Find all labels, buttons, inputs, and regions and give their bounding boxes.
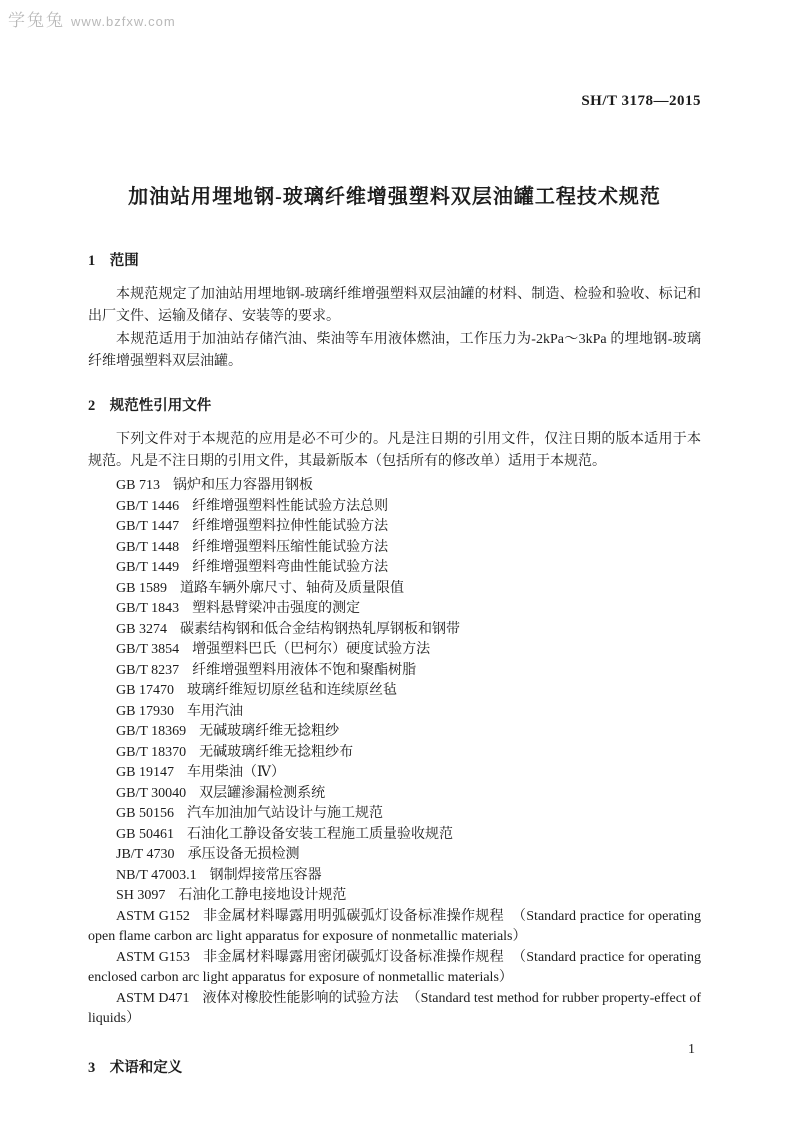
reference-item: [88, 620, 701, 641]
reference-code: GB 19147: [116, 765, 174, 780]
reference-title: 纤维增强塑料性能试验方法总则: [192, 498, 389, 514]
reference-item: [88, 579, 701, 600]
reference-item: [88, 599, 701, 620]
reference-item: [88, 907, 701, 948]
reference-title: 石油化工静电接地设计规范: [178, 888, 347, 903]
reference-item: [88, 640, 701, 661]
reference-item: [88, 825, 701, 846]
reference-title: 液体对橡胶性能影响的试验方法: [202, 990, 399, 1006]
reference-code: GB/T 1447: [116, 519, 180, 534]
reference-item: [88, 558, 701, 579]
reference-code: JB/T 4730: [116, 847, 175, 862]
reference-item: [88, 886, 701, 907]
reference-code: GB 17930: [116, 703, 174, 719]
reference-code: ASTM G153: [116, 949, 190, 965]
reference-item: [88, 763, 701, 784]
reference-item: [88, 661, 701, 682]
paragraph-scope-2: 本规范适用于加油站存储汽油、柴油等车用液体燃油，工作压力为-2kPa～3kPa 的埋地钢-玻璃纤维增强塑料双层油罐。: [88, 332, 701, 369]
reference-title: 增强塑料巴氏（巴柯尔）硬度试验方法: [192, 642, 431, 657]
reference-item: [88, 517, 701, 538]
reference-code: GB 3274: [116, 621, 167, 637]
reference-code: GB 50461: [116, 826, 174, 842]
reference-title: 承压设备无损检测: [187, 847, 300, 862]
reference-code: GB 17470: [116, 683, 174, 698]
section-heading-scope: 1 范围: [88, 253, 139, 269]
reference-code: NB/T 47003.1: [116, 867, 197, 883]
reference-title: 石油化工静设备安装工程施工质量验收规范: [186, 826, 453, 842]
reference-english-title: （Standard practice for operating open flame carbon arc light apparatus for exposure of nonmetallic materials）: [88, 908, 702, 944]
paragraph-normative-intro: 下列文件对于本规范的应用是必不可少的。凡是注日期的引用文件，仅注日期的版本适用于本规范。凡是不注日期的引用文件，其最新版本（包括所有的修改单）适用于本规范。: [88, 432, 701, 469]
reference-title: 无碱玻璃纤维无捻粗纱布: [199, 744, 354, 760]
reference-item: [88, 538, 701, 559]
reference-english-title: （Standard practice for operating enclosed carbon arc light apparatus for exposure of nonmetallic materials）: [88, 949, 702, 985]
reference-title: 纤维增强塑料弯曲性能试验方法: [192, 560, 389, 575]
reference-code: GB/T 18370: [116, 744, 187, 760]
reference-title: 纤维增强塑料用液体不饱和聚酯树脂: [192, 662, 417, 678]
reference-code: GB/T 30040: [116, 785, 187, 801]
reference-title: 车用汽油: [186, 703, 243, 719]
reference-code: GB/T 3854: [116, 642, 180, 657]
reference-code: SH 3097: [116, 888, 166, 903]
reference-item: [88, 476, 701, 497]
reference-code: GB/T 1446: [116, 498, 180, 514]
reference-item: [88, 866, 701, 887]
reference-item: [88, 948, 701, 989]
reference-title: 锅炉和压力容器用钢板: [172, 478, 313, 493]
reference-title: 道路车辆外廓尺寸、轴荷及质量限值: [179, 580, 404, 596]
reference-code: GB/T 1449: [116, 560, 180, 575]
references-list: [88, 476, 701, 1030]
watermark-site-url: www.bzfxw.com: [71, 14, 176, 29]
doc-number: SH/T 3178—2015: [581, 93, 701, 109]
reference-title: 车用柴油（Ⅳ）: [186, 765, 285, 780]
reference-code: GB 713: [116, 478, 160, 493]
reference-item: [88, 845, 701, 866]
reference-code: GB/T 1843: [116, 601, 180, 616]
section-heading-terms-definitions: 3 术语和定义: [88, 1059, 183, 1076]
reference-title: 纤维增强塑料压缩性能试验方法: [192, 539, 389, 555]
reference-title: 塑料悬臂梁冲击强度的测定: [192, 601, 361, 616]
reference-item: [88, 743, 701, 764]
reference-item: [88, 681, 701, 702]
page-number: 1: [688, 1042, 695, 1057]
reference-code: GB/T 8237: [116, 662, 180, 678]
paragraph-scope-1: 本规范规定了加油站用埋地钢-玻璃纤维增强塑料双层油罐的材料、制造、检验和验收、标记和出厂文件、运输及储存、安装等的要求。: [88, 287, 701, 324]
reference-title: 钢制焊接常压容器: [209, 867, 322, 883]
reference-title: 玻璃纤维短切原丝毡和连续原丝毡: [186, 683, 397, 698]
reference-code: ASTM G152: [116, 908, 190, 924]
reference-item: [88, 722, 701, 743]
reference-title: 汽车加油加气站设计与施工规范: [186, 806, 383, 821]
section-heading-normative-references: 2 规范性引用文件: [88, 398, 212, 414]
reference-code: GB 50156: [116, 806, 174, 821]
reference-item: [88, 497, 701, 518]
reference-item: [88, 784, 701, 805]
reference-title: 碳素结构钢和低合金结构钢热轧厚钢板和钢带: [179, 621, 460, 637]
reference-title: 非金属材料曝露用明弧碳弧灯设备标准操作规程: [202, 908, 504, 924]
reference-item: [88, 702, 701, 723]
reference-english-title: （Standard test method for rubber property-effect of liquids）: [88, 990, 701, 1026]
reference-title: 非金属材料曝露用密闭碳弧灯设备标准操作规程: [202, 949, 504, 965]
reference-item: [88, 804, 701, 825]
reference-title: 纤维增强塑料拉伸性能试验方法: [192, 519, 389, 534]
document-title: 加油站用埋地钢-玻璃纤维增强塑料双层油罐工程技术规范: [128, 186, 661, 208]
reference-code: GB/T 18369: [116, 724, 187, 739]
reference-code: ASTM D471: [116, 990, 190, 1006]
reference-code: GB 1589: [116, 580, 167, 596]
reference-item: [88, 989, 701, 1030]
watermark-site-name: 学兔兔: [8, 11, 65, 30]
reference-title: 无碱玻璃纤维无捻粗纱: [199, 724, 340, 739]
reference-title: 双层罐渗漏检测系统: [199, 785, 326, 801]
reference-code: GB/T 1448: [116, 539, 180, 555]
